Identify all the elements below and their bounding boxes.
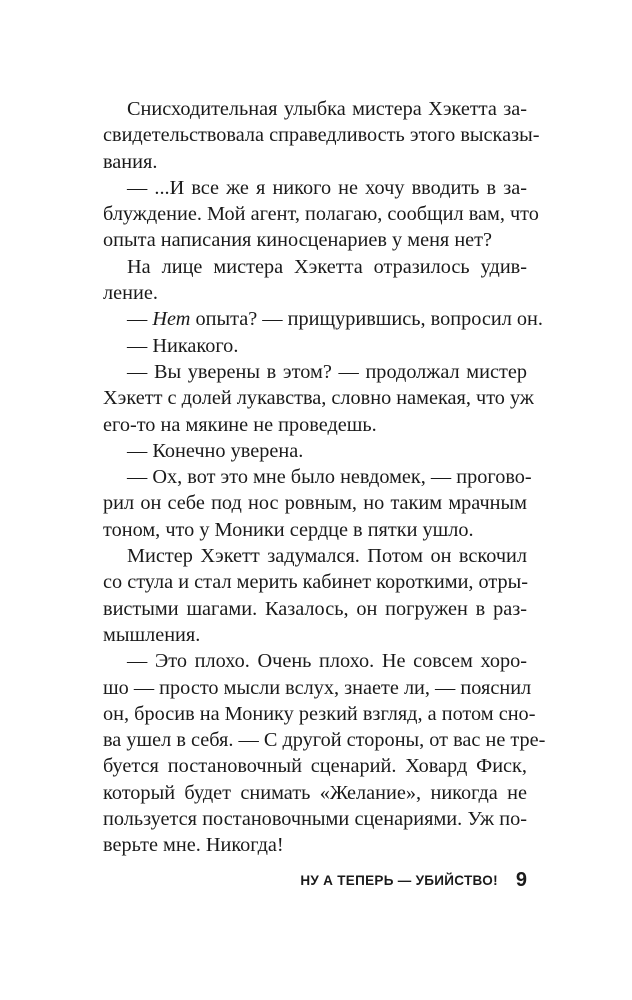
- text-line: шо — просто мысли вслух, знаете ли, — пояснил: [103, 676, 532, 699]
- text-line: — Ох, вот это мне было невдомек, — прогово-: [127, 466, 532, 489]
- text-line: его-то на мякине не проведешь.: [103, 413, 377, 436]
- text-line: Снисходительная улыбка мистера Хэкетта за-: [127, 98, 527, 120]
- text-line: ление.: [103, 282, 158, 305]
- page-footer: [0, 869, 527, 892]
- text-line: со стула и стал мерить кабинет короткими, отры-: [103, 571, 529, 594]
- text-line: — Вы уверены в этом? — продолжал мистер: [127, 360, 527, 383]
- text-line: который будет снимать «Желание», никогда не: [103, 781, 527, 804]
- page-number: 9: [515, 869, 527, 891]
- text-line: — Конечно уверена.: [127, 439, 304, 462]
- text-line: он, бросив на Монику резкий взгляд, а потом сно-: [103, 702, 536, 725]
- text-line: Хэкетт с долей лукавства, словно намекая, что уж: [103, 387, 534, 410]
- text-line: — ...И все же я никого не хочу вводить в за-: [127, 176, 527, 199]
- text-line: пользуется постановочными сценариями. Уж по-: [103, 808, 527, 831]
- text-line: — Это плохо. Очень плохо. Не совсем хоро-: [127, 650, 527, 673]
- text-line: буется постановочный сценарий. Ховард Фиск,: [103, 755, 527, 778]
- text-line: — Нет опыта? — прищурившись, вопросил он.: [127, 308, 543, 331]
- text-line: опыта написания киносценариев у меня нет?: [103, 229, 493, 252]
- running-head: НУ А ТЕПЕРЬ — УБИЙСТВО!: [300, 873, 498, 888]
- emphasis: Нет: [152, 308, 191, 331]
- text-line: вания.: [103, 150, 158, 173]
- text-line: ва ушел в себя. — С другой стороны, от вас не тре-: [103, 729, 546, 752]
- text-line: На лице мистера Хэкетта отразилось удив-: [127, 255, 527, 278]
- text-line: свидетельствовала справедливость этого высказы-: [103, 124, 540, 147]
- text-line: — Никакого.: [127, 334, 239, 357]
- text-line: вистыми шагами. Казалось, он погружен в раз-: [103, 597, 527, 620]
- text-line: тоном, что у Моники сердце в пятки ушло.: [103, 518, 474, 541]
- text-line: блуждение. Мой агент, полагаю, сообщил вам, что: [103, 203, 539, 226]
- text-line: мышления.: [103, 623, 201, 646]
- text-line: Мистер Хэкетт задумался. Потом он вскочил: [127, 545, 527, 568]
- text-line: рил он себе под нос ровным, но таким мрачным: [103, 492, 527, 515]
- text-line: верьте мне. Никогда!: [103, 834, 284, 857]
- body-text: [103, 96, 546, 859]
